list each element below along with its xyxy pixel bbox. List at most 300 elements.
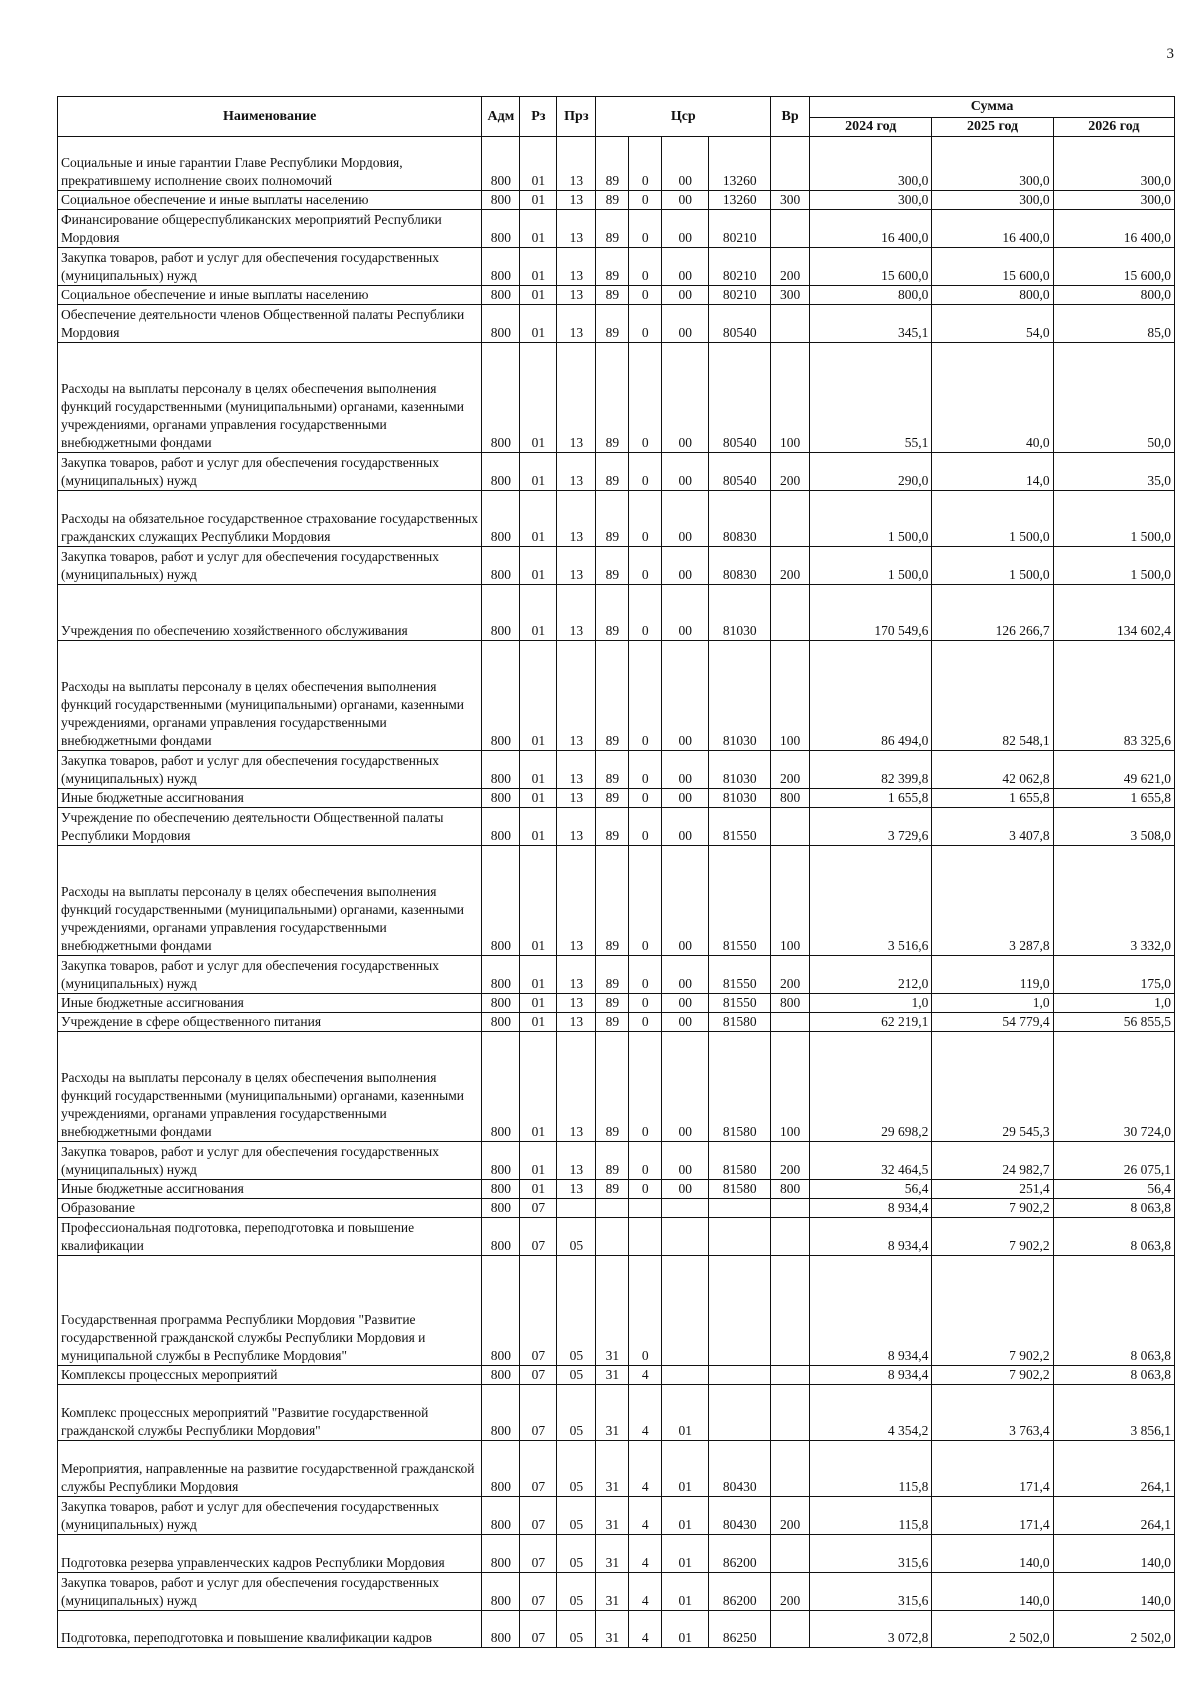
row-sum-2026: 35,0 [1053, 453, 1174, 491]
row-vr: 100 [771, 1032, 810, 1142]
row-sum-2024: 8 934,4 [810, 1199, 932, 1218]
row-rz: 01 [520, 585, 557, 641]
row-csr-direction: 81030 [709, 641, 771, 751]
row-rz: 07 [520, 1256, 557, 1366]
row-csr-program: 89 [596, 1013, 629, 1032]
row-csr-complex: 00 [662, 846, 709, 956]
row-sum-2025: 251,4 [932, 1180, 1053, 1199]
row-adm: 800 [482, 343, 520, 453]
row-sum-2026: 3 332,0 [1053, 846, 1174, 956]
row-sum-2025: 140,0 [932, 1573, 1053, 1611]
row-prz: 13 [557, 1032, 596, 1142]
row-name: Комплексы процессных мероприятий [58, 1366, 482, 1385]
row-name: Расходы на выплаты персоналу в целях обеспечения выполнения функций государственными (муниципальными) органами, казенными учреждениями, органами управления государственными внебюджетными фондами [58, 343, 482, 453]
row-sum-2024: 56,4 [810, 1180, 932, 1199]
row-sum-2025: 7 902,2 [932, 1199, 1053, 1218]
row-name: Обеспечение деятельности членов Общественной палаты Республики Мордовия [58, 305, 482, 343]
row-csr-complex: 00 [662, 585, 709, 641]
row-prz: 13 [557, 1013, 596, 1032]
row-sum-2024: 345,1 [810, 305, 932, 343]
row-prz: 13 [557, 137, 596, 191]
row-vr [771, 1256, 810, 1366]
row-rz: 01 [520, 1180, 557, 1199]
row-name: Финансирование общереспубликанских мероприятий Республики Мордовия [58, 210, 482, 248]
row-name: Социальное обеспечение и иные выплаты населению [58, 191, 482, 210]
table-row [58, 1218, 1175, 1256]
row-rz: 07 [520, 1199, 557, 1218]
row-name: Расходы на обязательное государственное страхование государственных гражданских служащих Республики Мордовия [58, 491, 482, 547]
table-body [58, 137, 1175, 1648]
row-name: Подготовка, переподготовка и повышение квалификации кадров [58, 1611, 482, 1648]
row-sum-2025: 14,0 [932, 453, 1053, 491]
row-rz: 01 [520, 1013, 557, 1032]
row-sum-2024: 3 072,8 [810, 1611, 932, 1648]
row-rz: 07 [520, 1573, 557, 1611]
row-sum-2024: 1 500,0 [810, 547, 932, 585]
row-adm: 800 [482, 956, 520, 994]
row-csr-direction: 81030 [709, 751, 771, 789]
row-sum-2025: 171,4 [932, 1497, 1053, 1535]
row-adm: 800 [482, 191, 520, 210]
row-sum-2026: 8 063,8 [1053, 1366, 1174, 1385]
row-prz: 13 [557, 248, 596, 286]
row-csr-type: 0 [629, 994, 662, 1013]
row-csr-direction: 80540 [709, 453, 771, 491]
row-rz: 01 [520, 641, 557, 751]
row-rz: 07 [520, 1497, 557, 1535]
row-sum-2026: 1 500,0 [1053, 491, 1174, 547]
table-row [58, 305, 1175, 343]
row-csr-program: 89 [596, 210, 629, 248]
row-csr-type: 0 [629, 789, 662, 808]
row-prz: 13 [557, 808, 596, 846]
row-csr-program [596, 1199, 629, 1218]
row-csr-complex: 00 [662, 343, 709, 453]
row-rz: 01 [520, 248, 557, 286]
row-rz: 01 [520, 751, 557, 789]
row-vr: 100 [771, 641, 810, 751]
row-adm: 800 [482, 789, 520, 808]
row-name: Подготовка резерва управленческих кадров Республики Мордовия [58, 1535, 482, 1573]
row-name: Комплекс процессных мероприятий "Развитие государственной гражданской службы Республики Мордовия" [58, 1385, 482, 1441]
row-csr-type: 0 [629, 641, 662, 751]
row-vr [771, 1611, 810, 1648]
table-row [58, 1013, 1175, 1032]
row-rz: 01 [520, 808, 557, 846]
row-csr-direction [709, 1199, 771, 1218]
row-prz: 13 [557, 789, 596, 808]
row-csr-complex: 00 [662, 1032, 709, 1142]
row-csr-type: 4 [629, 1497, 662, 1535]
table-row [58, 1142, 1175, 1180]
row-sum-2026: 134 602,4 [1053, 585, 1174, 641]
row-sum-2025: 7 902,2 [932, 1218, 1053, 1256]
row-csr-program: 89 [596, 248, 629, 286]
row-rz: 07 [520, 1535, 557, 1573]
row-csr-type: 0 [629, 1142, 662, 1180]
row-prz: 05 [557, 1441, 596, 1497]
row-sum-2024: 82 399,8 [810, 751, 932, 789]
row-csr-direction: 81580 [709, 1032, 771, 1142]
row-csr-program: 89 [596, 641, 629, 751]
row-csr-program: 89 [596, 343, 629, 453]
row-name: Закупка товаров, работ и услуг для обеспечения государственных (муниципальных) нужд [58, 547, 482, 585]
row-csr-type: 0 [629, 137, 662, 191]
row-sum-2026: 56,4 [1053, 1180, 1174, 1199]
row-prz: 13 [557, 956, 596, 994]
row-prz [557, 1199, 596, 1218]
page-number: 3 [1166, 46, 1174, 62]
row-vr: 800 [771, 1180, 810, 1199]
row-prz: 13 [557, 191, 596, 210]
row-sum-2025: 7 902,2 [932, 1366, 1053, 1385]
row-sum-2024: 170 549,6 [810, 585, 932, 641]
header-year-2024: 2024 год [810, 118, 932, 137]
row-csr-complex [662, 1218, 709, 1256]
row-vr [771, 1535, 810, 1573]
row-adm: 800 [482, 305, 520, 343]
row-vr [771, 1218, 810, 1256]
row-csr-type: 0 [629, 305, 662, 343]
row-adm: 800 [482, 286, 520, 305]
row-name: Иные бюджетные ассигнования [58, 1180, 482, 1199]
row-rz: 01 [520, 453, 557, 491]
row-sum-2025: 40,0 [932, 343, 1053, 453]
row-sum-2024: 300,0 [810, 191, 932, 210]
table-row [58, 789, 1175, 808]
row-csr-direction: 81580 [709, 1180, 771, 1199]
table-row [58, 994, 1175, 1013]
row-csr-type: 0 [629, 547, 662, 585]
header-year-2025: 2025 год [932, 118, 1053, 137]
row-csr-program: 31 [596, 1573, 629, 1611]
row-prz: 05 [557, 1497, 596, 1535]
row-rz: 01 [520, 491, 557, 547]
row-sum-2025: 24 982,7 [932, 1142, 1053, 1180]
row-sum-2025: 119,0 [932, 956, 1053, 994]
table-row [58, 343, 1175, 453]
row-csr-direction: 81580 [709, 1142, 771, 1180]
row-sum-2025: 3 287,8 [932, 846, 1053, 956]
row-csr-program: 89 [596, 846, 629, 956]
row-csr-type: 4 [629, 1611, 662, 1648]
table-row [58, 191, 1175, 210]
row-sum-2025: 1,0 [932, 994, 1053, 1013]
row-csr-type: 0 [629, 956, 662, 994]
row-prz: 05 [557, 1573, 596, 1611]
row-csr-program: 89 [596, 1032, 629, 1142]
row-prz: 13 [557, 547, 596, 585]
row-name: Учреждение по обеспечению деятельности Общественной палаты Республики Мордовия [58, 808, 482, 846]
row-vr [771, 137, 810, 191]
row-name: Закупка товаров, работ и услуг для обеспечения государственных (муниципальных) нужд [58, 453, 482, 491]
row-sum-2026: 50,0 [1053, 343, 1174, 453]
row-adm: 800 [482, 751, 520, 789]
row-csr-type: 0 [629, 248, 662, 286]
row-vr [771, 1366, 810, 1385]
row-csr-complex [662, 1366, 709, 1385]
row-csr-program: 89 [596, 751, 629, 789]
row-csr-direction: 13260 [709, 137, 771, 191]
row-vr: 200 [771, 956, 810, 994]
row-sum-2025: 300,0 [932, 137, 1053, 191]
row-csr-direction: 86200 [709, 1535, 771, 1573]
row-csr-complex: 00 [662, 210, 709, 248]
row-rz: 01 [520, 343, 557, 453]
row-csr-type [629, 1199, 662, 1218]
row-csr-complex: 00 [662, 491, 709, 547]
row-prz: 13 [557, 585, 596, 641]
row-csr-program: 31 [596, 1497, 629, 1535]
row-csr-complex: 00 [662, 1180, 709, 1199]
row-sum-2025: 1 500,0 [932, 547, 1053, 585]
row-csr-type: 4 [629, 1385, 662, 1441]
row-vr: 100 [771, 846, 810, 956]
row-vr [771, 1199, 810, 1218]
row-csr-type: 0 [629, 343, 662, 453]
row-sum-2026: 2 502,0 [1053, 1611, 1174, 1648]
row-name: Профессиональная подготовка, переподготовка и повышение квалификации [58, 1218, 482, 1256]
row-prz: 13 [557, 343, 596, 453]
row-vr [771, 1385, 810, 1441]
row-prz: 05 [557, 1218, 596, 1256]
row-sum-2025: 800,0 [932, 286, 1053, 305]
table-row [58, 585, 1175, 641]
table-row [58, 491, 1175, 547]
table-row [58, 956, 1175, 994]
row-csr-complex: 01 [662, 1385, 709, 1441]
row-name: Образование [58, 1199, 482, 1218]
row-sum-2025: 29 545,3 [932, 1032, 1053, 1142]
row-csr-program: 89 [596, 286, 629, 305]
row-csr-direction: 80540 [709, 343, 771, 453]
row-csr-program [596, 1218, 629, 1256]
row-sum-2024: 16 400,0 [810, 210, 932, 248]
row-sum-2026: 8 063,8 [1053, 1256, 1174, 1366]
row-csr-type: 0 [629, 751, 662, 789]
row-csr-complex: 00 [662, 1013, 709, 1032]
row-name: Закупка товаров, работ и услуг для обеспечения государственных (муниципальных) нужд [58, 1497, 482, 1535]
row-sum-2024: 86 494,0 [810, 641, 932, 751]
row-csr-direction [709, 1256, 771, 1366]
row-csr-direction [709, 1385, 771, 1441]
row-sum-2024: 4 354,2 [810, 1385, 932, 1441]
table-header [58, 97, 1175, 137]
row-name: Закупка товаров, работ и услуг для обеспечения государственных (муниципальных) нужд [58, 1142, 482, 1180]
row-name: Учреждение в сфере общественного питания [58, 1013, 482, 1032]
row-csr-direction: 80540 [709, 305, 771, 343]
row-adm: 800 [482, 491, 520, 547]
row-name: Закупка товаров, работ и услуг для обеспечения государственных (муниципальных) нужд [58, 248, 482, 286]
row-csr-program: 89 [596, 1180, 629, 1199]
row-csr-direction: 80830 [709, 547, 771, 585]
row-rz: 07 [520, 1366, 557, 1385]
row-name: Мероприятия, направленные на развитие государственной гражданской службы Республики Мордовия [58, 1441, 482, 1497]
row-sum-2024: 15 600,0 [810, 248, 932, 286]
row-sum-2026: 140,0 [1053, 1573, 1174, 1611]
row-csr-program: 89 [596, 808, 629, 846]
row-prz: 13 [557, 453, 596, 491]
row-rz: 07 [520, 1611, 557, 1648]
row-rz: 01 [520, 210, 557, 248]
row-sum-2024: 1,0 [810, 994, 932, 1013]
header-adm: Адм [482, 97, 520, 137]
row-sum-2026: 49 621,0 [1053, 751, 1174, 789]
row-prz: 13 [557, 1180, 596, 1199]
row-csr-direction: 81580 [709, 1013, 771, 1032]
row-sum-2026: 175,0 [1053, 956, 1174, 994]
row-csr-type: 0 [629, 1032, 662, 1142]
row-name: Учреждения по обеспечению хозяйственного обслуживания [58, 585, 482, 641]
row-sum-2026: 8 063,8 [1053, 1218, 1174, 1256]
row-csr-complex: 00 [662, 641, 709, 751]
row-name: Закупка товаров, работ и услуг для обеспечения государственных (муниципальных) нужд [58, 751, 482, 789]
row-prz: 13 [557, 210, 596, 248]
row-csr-program: 31 [596, 1611, 629, 1648]
row-sum-2025: 82 548,1 [932, 641, 1053, 751]
row-prz: 13 [557, 1142, 596, 1180]
row-sum-2026: 26 075,1 [1053, 1142, 1174, 1180]
row-sum-2024: 29 698,2 [810, 1032, 932, 1142]
row-csr-direction: 13260 [709, 191, 771, 210]
row-sum-2025: 16 400,0 [932, 210, 1053, 248]
row-csr-complex: 01 [662, 1497, 709, 1535]
row-sum-2024: 1 655,8 [810, 789, 932, 808]
row-vr [771, 585, 810, 641]
row-csr-direction: 80430 [709, 1441, 771, 1497]
row-csr-program: 89 [596, 453, 629, 491]
row-sum-2026: 300,0 [1053, 191, 1174, 210]
row-csr-direction: 81550 [709, 956, 771, 994]
row-sum-2025: 140,0 [932, 1535, 1053, 1573]
row-adm: 800 [482, 1497, 520, 1535]
row-adm: 800 [482, 1142, 520, 1180]
row-csr-type: 0 [629, 286, 662, 305]
row-sum-2026: 300,0 [1053, 137, 1174, 191]
row-vr [771, 210, 810, 248]
row-adm: 800 [482, 1611, 520, 1648]
table-row [58, 808, 1175, 846]
row-sum-2024: 8 934,4 [810, 1218, 932, 1256]
table-row [58, 1535, 1175, 1573]
table-row [58, 1032, 1175, 1142]
row-sum-2024: 8 934,4 [810, 1256, 932, 1366]
budget-table [57, 96, 1175, 1648]
row-adm: 800 [482, 1573, 520, 1611]
row-csr-program: 89 [596, 491, 629, 547]
row-prz: 13 [557, 305, 596, 343]
row-vr [771, 491, 810, 547]
row-csr-program: 89 [596, 191, 629, 210]
row-csr-type: 0 [629, 453, 662, 491]
row-vr: 300 [771, 286, 810, 305]
table-row [58, 846, 1175, 956]
row-vr: 200 [771, 547, 810, 585]
row-csr-program: 31 [596, 1385, 629, 1441]
row-csr-type: 0 [629, 1256, 662, 1366]
row-sum-2025: 3 407,8 [932, 808, 1053, 846]
row-sum-2025: 42 062,8 [932, 751, 1053, 789]
row-adm: 800 [482, 1366, 520, 1385]
row-name: Расходы на выплаты персоналу в целях обеспечения выполнения функций государственными (муниципальными) органами, казенными учреждениями, органами управления государственными внебюджетными фондами [58, 846, 482, 956]
row-sum-2026: 264,1 [1053, 1497, 1174, 1535]
row-csr-direction: 80210 [709, 248, 771, 286]
row-csr-direction: 81550 [709, 994, 771, 1013]
row-csr-type [629, 1218, 662, 1256]
row-sum-2024: 55,1 [810, 343, 932, 453]
row-csr-type: 4 [629, 1535, 662, 1573]
row-adm: 800 [482, 1256, 520, 1366]
row-csr-complex: 00 [662, 751, 709, 789]
row-sum-2024: 32 464,5 [810, 1142, 932, 1180]
row-adm: 800 [482, 1180, 520, 1199]
row-sum-2026: 30 724,0 [1053, 1032, 1174, 1142]
row-csr-complex: 00 [662, 286, 709, 305]
row-adm: 800 [482, 994, 520, 1013]
row-sum-2024: 315,6 [810, 1573, 932, 1611]
row-sum-2024: 115,8 [810, 1441, 932, 1497]
row-csr-complex: 00 [662, 453, 709, 491]
row-csr-complex: 01 [662, 1611, 709, 1648]
row-prz: 05 [557, 1611, 596, 1648]
row-adm: 800 [482, 846, 520, 956]
row-adm: 800 [482, 547, 520, 585]
row-adm: 800 [482, 1535, 520, 1573]
row-csr-complex: 00 [662, 137, 709, 191]
row-sum-2024: 3 729,6 [810, 808, 932, 846]
row-prz: 05 [557, 1366, 596, 1385]
row-csr-program: 31 [596, 1256, 629, 1366]
row-sum-2024: 212,0 [810, 956, 932, 994]
table-row [58, 137, 1175, 191]
row-sum-2024: 62 219,1 [810, 1013, 932, 1032]
table-row [58, 1611, 1175, 1648]
row-sum-2026: 16 400,0 [1053, 210, 1174, 248]
row-csr-complex [662, 1199, 709, 1218]
row-csr-program: 31 [596, 1535, 629, 1573]
row-csr-type: 4 [629, 1366, 662, 1385]
row-csr-program: 31 [596, 1366, 629, 1385]
row-csr-complex [662, 1256, 709, 1366]
row-vr [771, 808, 810, 846]
row-sum-2025: 1 500,0 [932, 491, 1053, 547]
row-adm: 800 [482, 210, 520, 248]
row-prz: 13 [557, 491, 596, 547]
row-csr-type: 0 [629, 1180, 662, 1199]
row-sum-2025: 54 779,4 [932, 1013, 1053, 1032]
row-sum-2024: 115,8 [810, 1497, 932, 1535]
row-csr-direction: 81550 [709, 846, 771, 956]
row-sum-2024: 300,0 [810, 137, 932, 191]
row-sum-2024: 1 500,0 [810, 491, 932, 547]
row-csr-complex: 00 [662, 191, 709, 210]
header-prz: Прз [557, 97, 596, 137]
table-row [58, 751, 1175, 789]
row-adm: 800 [482, 1441, 520, 1497]
row-name: Социальные и иные гарантии Главе Республики Мордовия, прекратившему исполнение своих полномочий [58, 137, 482, 191]
row-sum-2025: 3 763,4 [932, 1385, 1053, 1441]
row-adm: 800 [482, 1032, 520, 1142]
row-name: Иные бюджетные ассигнования [58, 994, 482, 1013]
row-adm: 800 [482, 248, 520, 286]
header-name: Наименование [58, 97, 482, 137]
row-name: Расходы на выплаты персоналу в целях обеспечения выполнения функций государственными (муниципальными) органами, казенными учреждениями, органами управления государственными внебюджетными фондами [58, 1032, 482, 1142]
row-sum-2026: 83 325,6 [1053, 641, 1174, 751]
table-row [58, 1199, 1175, 1218]
row-rz: 07 [520, 1385, 557, 1441]
row-name: Государственная программа Республики Мордовия "Развитие государственной гражданской службы Республики Мордовия и муниципальной службы в Республике Мордовия" [58, 1256, 482, 1366]
row-sum-2025: 54,0 [932, 305, 1053, 343]
